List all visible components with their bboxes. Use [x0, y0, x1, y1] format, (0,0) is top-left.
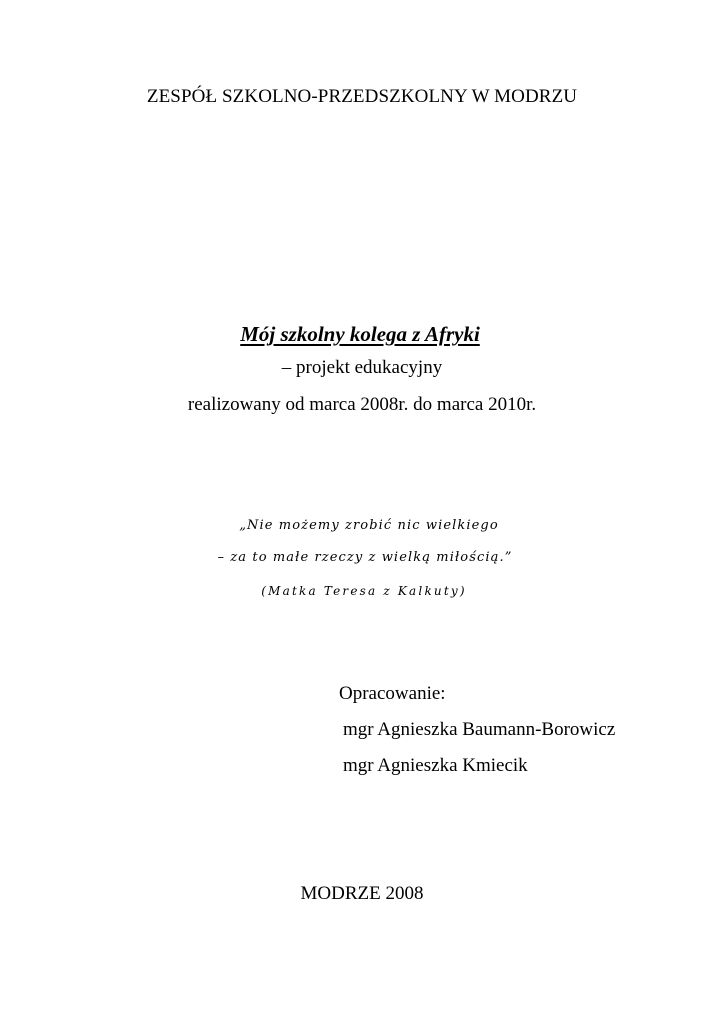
quote-author: (Matka Teresa z Kalkuty): [261, 584, 467, 598]
prepared-by-label: Opracowanie:: [339, 683, 446, 704]
author-name: mgr Agnieszka Baumann-Borowicz: [343, 719, 616, 740]
project-period: realizowany od marca 2008r. do marca 2010r.: [187, 394, 537, 415]
document-subtitle: – projekt edukacyjny: [281, 357, 443, 378]
school-name: ZESPÓŁ SZKOLNO-PRZEDSZKOLNY W MODRZU: [146, 86, 578, 107]
document-title: Mój szkolny kolega z Afryki: [240, 322, 480, 346]
author-name: mgr Agnieszka Kmiecik: [343, 755, 528, 776]
place-and-year: MODRZE 2008: [300, 883, 424, 904]
prepared-by-block: [339, 682, 615, 790]
quote-line-2: – za to małe rzeczy z wielką miłością.”: [217, 550, 513, 565]
quote-line-1: „Nie możemy zrobić nic wielkiego: [239, 518, 499, 533]
